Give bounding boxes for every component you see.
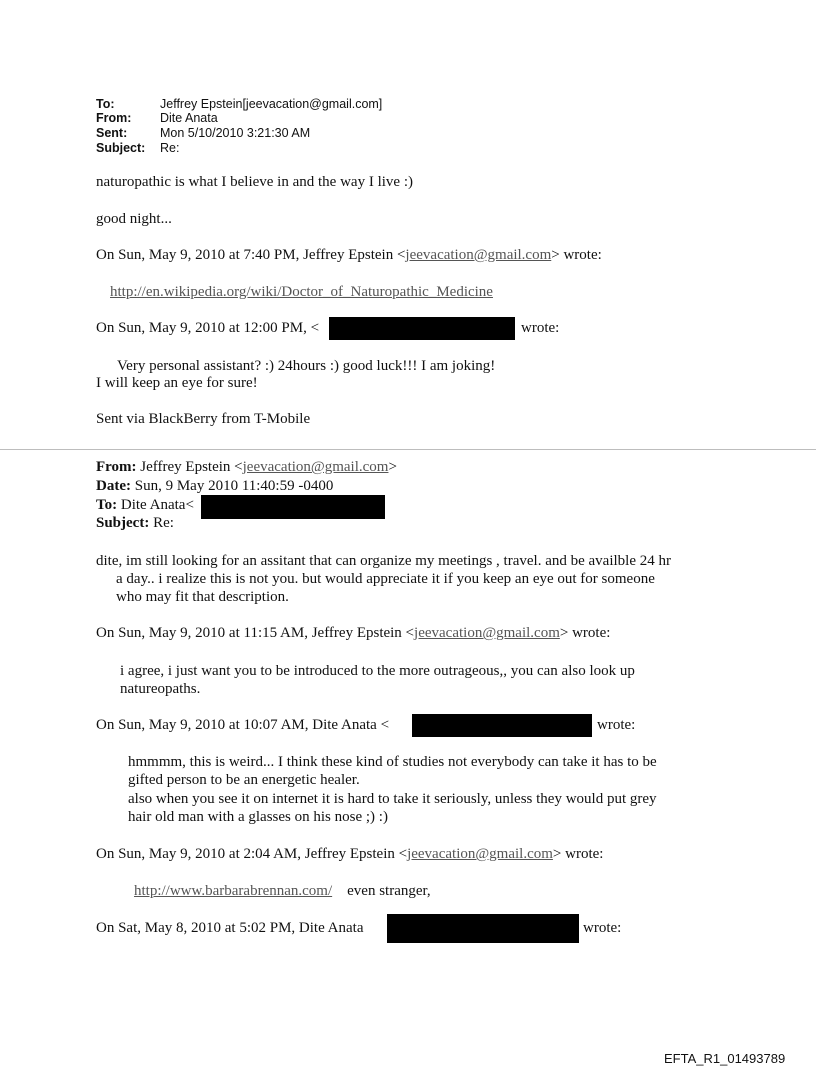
subject-value: Re: bbox=[160, 141, 180, 155]
body-line: i agree, i just want you to be introduced to the more outrageous,, you can also look up bbox=[120, 663, 635, 679]
quote-header: On Sat, May 8, 2010 at 5:02 PM, Dite Anata bbox=[96, 920, 364, 936]
fwd-subject: Subject: Re: bbox=[96, 515, 174, 531]
quote-header: On Sun, May 9, 2010 at 12:00 PM, < bbox=[96, 320, 320, 336]
email-link[interactable]: jeevacation@gmail.com bbox=[414, 625, 560, 641]
fwd-date: Date: Sun, 9 May 2010 11:40:59 -0400 bbox=[96, 478, 334, 494]
sent-value: Mon 5/10/2010 3:21:30 AM bbox=[160, 126, 311, 140]
quote-header: On Sun, May 9, 2010 at 7:40 PM, Jeffrey Epstein <jeevacation@gmail.com> wrote: bbox=[96, 247, 602, 263]
quote-wrote: wrote: bbox=[583, 920, 622, 936]
quote-header: On Sun, May 9, 2010 at 10:07 AM, Dite Anata < bbox=[96, 717, 390, 733]
body-line: good night... bbox=[96, 211, 172, 227]
body-line: natureopaths. bbox=[120, 681, 201, 697]
quote-header: On Sun, May 9, 2010 at 11:15 AM, Jeffrey Epstein <jeevacation@gmail.com> wrote: bbox=[96, 625, 611, 641]
barbarabrennan-link[interactable]: http://www.barbarabrennan.com/ bbox=[134, 883, 333, 899]
divider bbox=[0, 449, 816, 450]
from-value: Dite Anata bbox=[160, 111, 218, 125]
body-line: I will keep an eye for sure! bbox=[96, 375, 258, 391]
email-link[interactable]: jeevacation@gmail.com bbox=[405, 247, 552, 263]
redaction-box bbox=[387, 914, 579, 943]
body-line: naturopathic is what I believe in and the way I live :) bbox=[96, 174, 413, 190]
to-label: To: bbox=[96, 97, 115, 111]
to-value: Jeffrey Epstein[jeevacation@gmail.com] bbox=[160, 97, 383, 111]
body-line: a day.. i realize this is not you. but would appreciate it if you keep an eye out for someone bbox=[116, 571, 655, 587]
quote-header: On Sun, May 9, 2010 at 2:04 AM, Jeffrey Epstein <jeevacation@gmail.com> wrote: bbox=[96, 846, 604, 862]
redaction-box bbox=[329, 317, 515, 340]
quote-wrote: wrote: bbox=[521, 320, 560, 336]
body-line: also when you see it on internet it is hard to take it seriously, unless they would put grey bbox=[128, 791, 657, 807]
link-line: http://www.barbarabrennan.com/ even stranger, bbox=[134, 883, 431, 899]
wikipedia-link[interactable]: http://en.wikipedia.org/wiki/Doctor_of_Naturopathic_Medicine bbox=[110, 284, 493, 300]
email-link[interactable]: jeevacation@gmail.com bbox=[407, 846, 553, 862]
body-line: Very personal assistant? :) 24hours :) good luck!!! I am joking! bbox=[117, 358, 496, 374]
from-label: From: bbox=[96, 111, 132, 125]
body-line: who may fit that description. bbox=[116, 589, 289, 605]
signature: Sent via BlackBerry from T-Mobile bbox=[96, 411, 311, 427]
quote-wrote: wrote: bbox=[597, 717, 636, 733]
redaction-box bbox=[412, 714, 592, 737]
subject-label: Subject: bbox=[96, 141, 146, 155]
body-line: hair old man with a glasses on his nose ;) :) bbox=[128, 809, 388, 825]
redaction-box bbox=[201, 495, 385, 519]
fwd-from: From: Jeffrey Epstein <jeevacation@gmail.com> bbox=[96, 459, 397, 475]
body-line: dite, im still looking for an assitant that can organize my meetings , travel. and be availble 24 hr bbox=[96, 553, 671, 569]
sent-label: Sent: bbox=[96, 126, 128, 140]
fwd-to: To: Dite Anata< bbox=[96, 497, 194, 513]
body-line: gifted person to be an energetic healer. bbox=[128, 772, 360, 788]
email-link[interactable]: jeevacation@gmail.com bbox=[242, 459, 389, 475]
document-id: EFTA_R1_01493789 bbox=[664, 1051, 786, 1066]
body-line: hmmmm, this is weird... I think these kind of studies not everybody can take it has to be bbox=[128, 754, 657, 770]
